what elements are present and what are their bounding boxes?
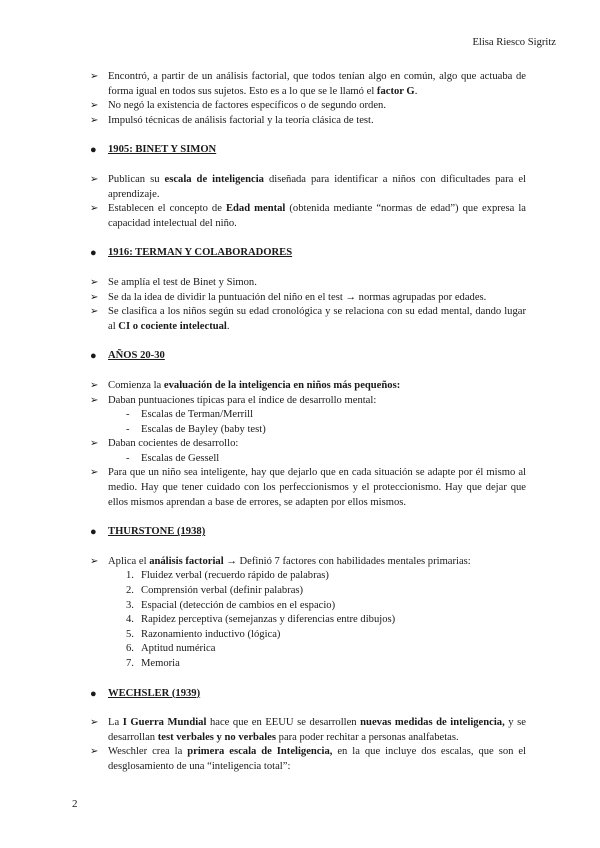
numbered-item: 7. Memoria (126, 658, 180, 669)
bullet: ➢ Comienza la evaluación de la inteligencia en niños más pequeños: (90, 379, 401, 391)
bullet: ➢ Weschler crea la primera escala de Inteligencia, en la que incluye dos escalas, que son el desglosamiento de una “inteligencia total”: (90, 746, 526, 772)
sub-list-item: - Escalas de Bayley (baby test) (126, 423, 266, 435)
page-content (90, 70, 526, 775)
numbered-item: 2. Comprensión verbal (definir palabras) (126, 585, 304, 597)
bullet-factores-especificos: ➢ No negó la existencia de factores específicos o de segundo orden. (90, 100, 386, 112)
page-number: 2 (72, 798, 78, 810)
section-heading: ● AÑOS 20-30 (90, 350, 165, 363)
bullet: ➢ Daban puntuaciones típicas para el índice de desarrollo mental: (90, 394, 377, 406)
bullet: ➢ Para que un niño sea inteligente, hay que dejarlo que en cada situación se adapte por él mismo al medio. Hay que tener cuidado con los perfeccionismos y el proteccionismo. Hay que dejar que ellos mismos aprendan a base de errores, se adapten por ellos mismos. (90, 467, 526, 508)
numbered-item: 6. Aptitud numérica (126, 643, 216, 655)
bullet: ➢ Se amplía el test de Binet y Simon. (90, 276, 257, 288)
bullet: ➢ Publican su escala de inteligencia diseñada para identificar a niños con dificultades para el aprendizaje. (90, 173, 527, 200)
bullet: ➢ Daban cocientes de desarrollo: (90, 438, 239, 450)
bullet: ➢ Establecen el concepto de Edad mental (obtenida mediante “normas de edad”) que expresa la capacidad intelectual del niño. (90, 203, 526, 229)
bullet: ➢ Se da la idea de dividir la puntuación del niño en el test → normas agrupadas por edades. (90, 291, 487, 303)
section-heading: ● WECHSLER (1939) (90, 687, 201, 700)
numbered-item: 3. Espacial (detección de cambios en el espacio) (126, 599, 336, 611)
bullet-analisis-factorial: ➢ Impulsó técnicas de análisis factorial y la teoría clásica de test. (90, 114, 374, 126)
numbered-item: 1. Fluidez verbal (recuerdo rápido de palabras) (126, 570, 329, 582)
bullet: ➢ La I Guerra Mundial hace que en EEUU se desarrollen nuevas medidas de inteligencia, y se desarrollan test verbales y no verbales para poder rechitar a personas analfabetas. (90, 717, 526, 743)
sub-list-item: - Escalas de Terman/Merrill (126, 409, 254, 421)
bullet-factor-g: ➢ Encontró, a partir de un análisis factorial, que todos tenían algo en común, algo que actuaba de forma igual en todos sus sujetos. Esto es a lo que se le llamó el factor G. (90, 71, 526, 97)
section-heading: ● THURSTONE (1938) (90, 526, 206, 539)
section-heading: ● 1916: TERMAN Y COLABORADORES (90, 247, 293, 260)
bullet: ➢ Se clasifica a los niños según su edad cronológica y se relaciona con su edad mental, dando lugar al CI o cociente intelectual. (90, 306, 526, 332)
section-heading: ● 1905: BINET Y SIMON (90, 144, 217, 157)
sub-list-item: - Escalas de Gessell (126, 452, 220, 464)
numbered-item: 5. Razonamiento inductivo (lógica) (126, 628, 281, 640)
running-header: Elisa Riesco Sigritz (472, 37, 556, 48)
numbered-item: 4. Rapidez perceptiva (semejanzas y diferencias entre dibujos) (126, 614, 396, 626)
bullet: ➢ Aplica el análisis factorial → Definió 7 factores con habilidades mentales primarias: (90, 555, 471, 567)
